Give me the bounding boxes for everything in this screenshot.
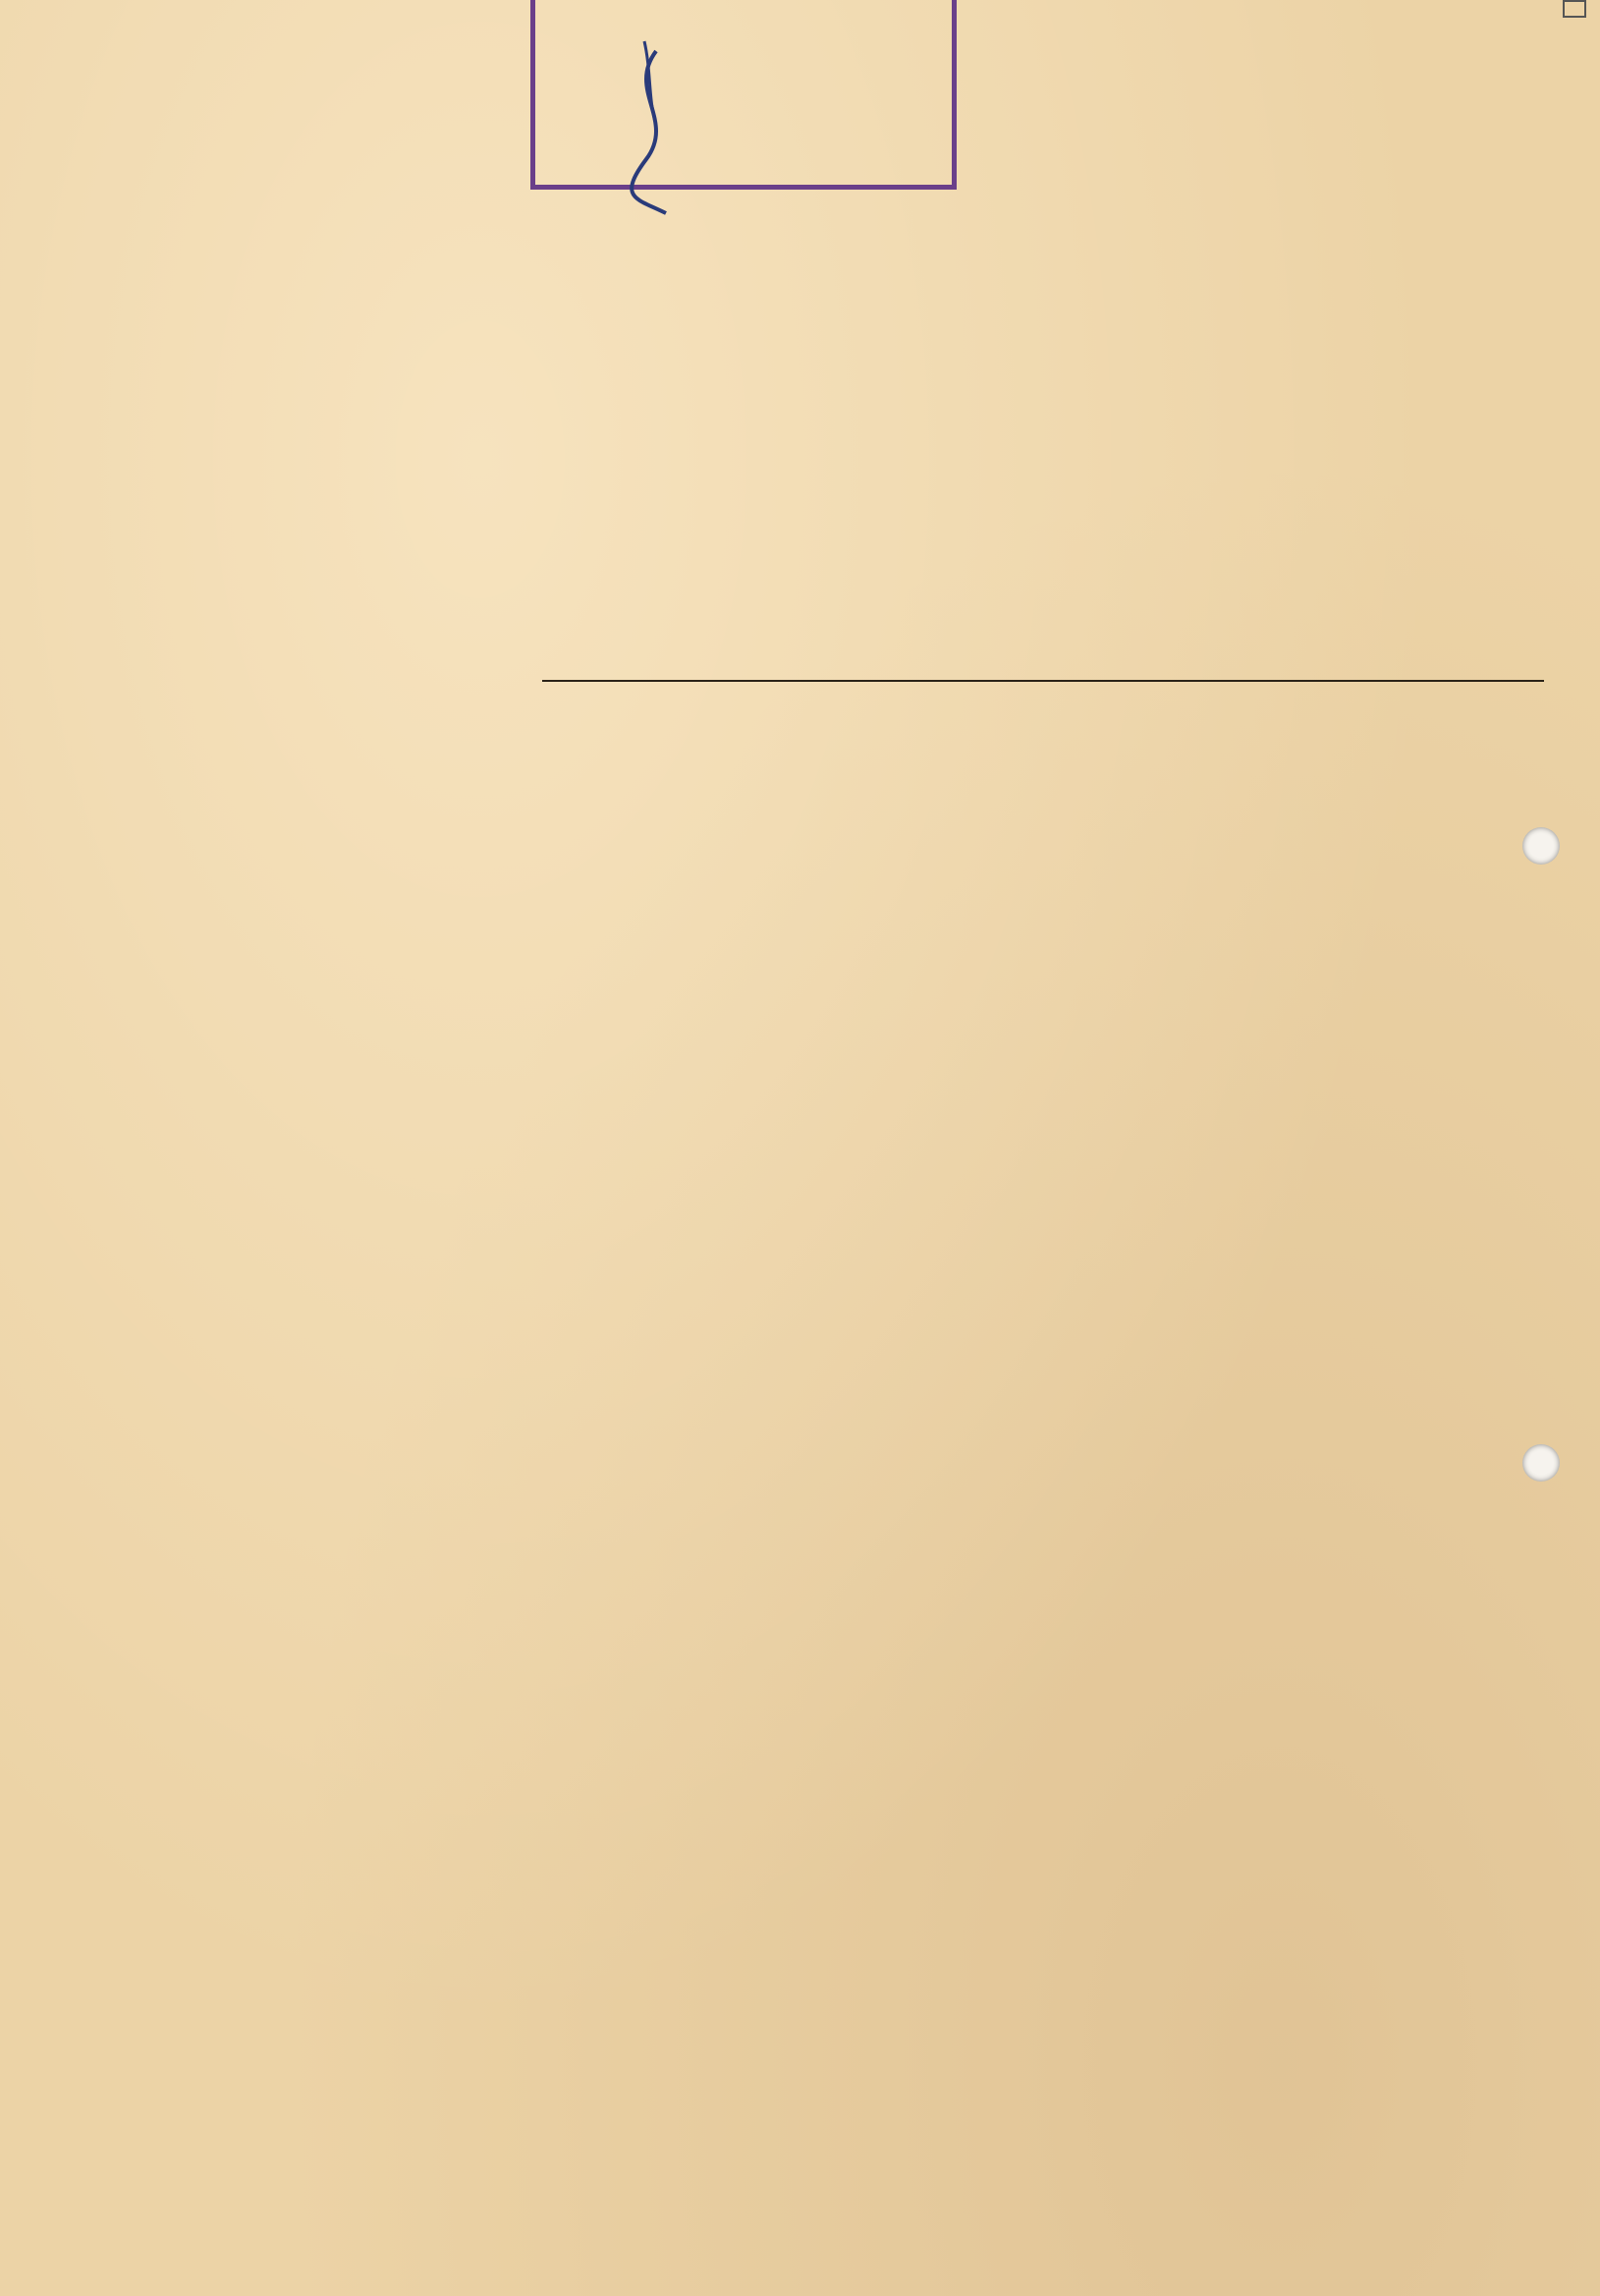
punch-hole	[1522, 827, 1560, 865]
corner-mark	[1563, 0, 1586, 18]
divider-line	[542, 680, 1544, 682]
signature-stroke	[587, 31, 705, 218]
punch-hole	[1522, 1444, 1560, 1482]
